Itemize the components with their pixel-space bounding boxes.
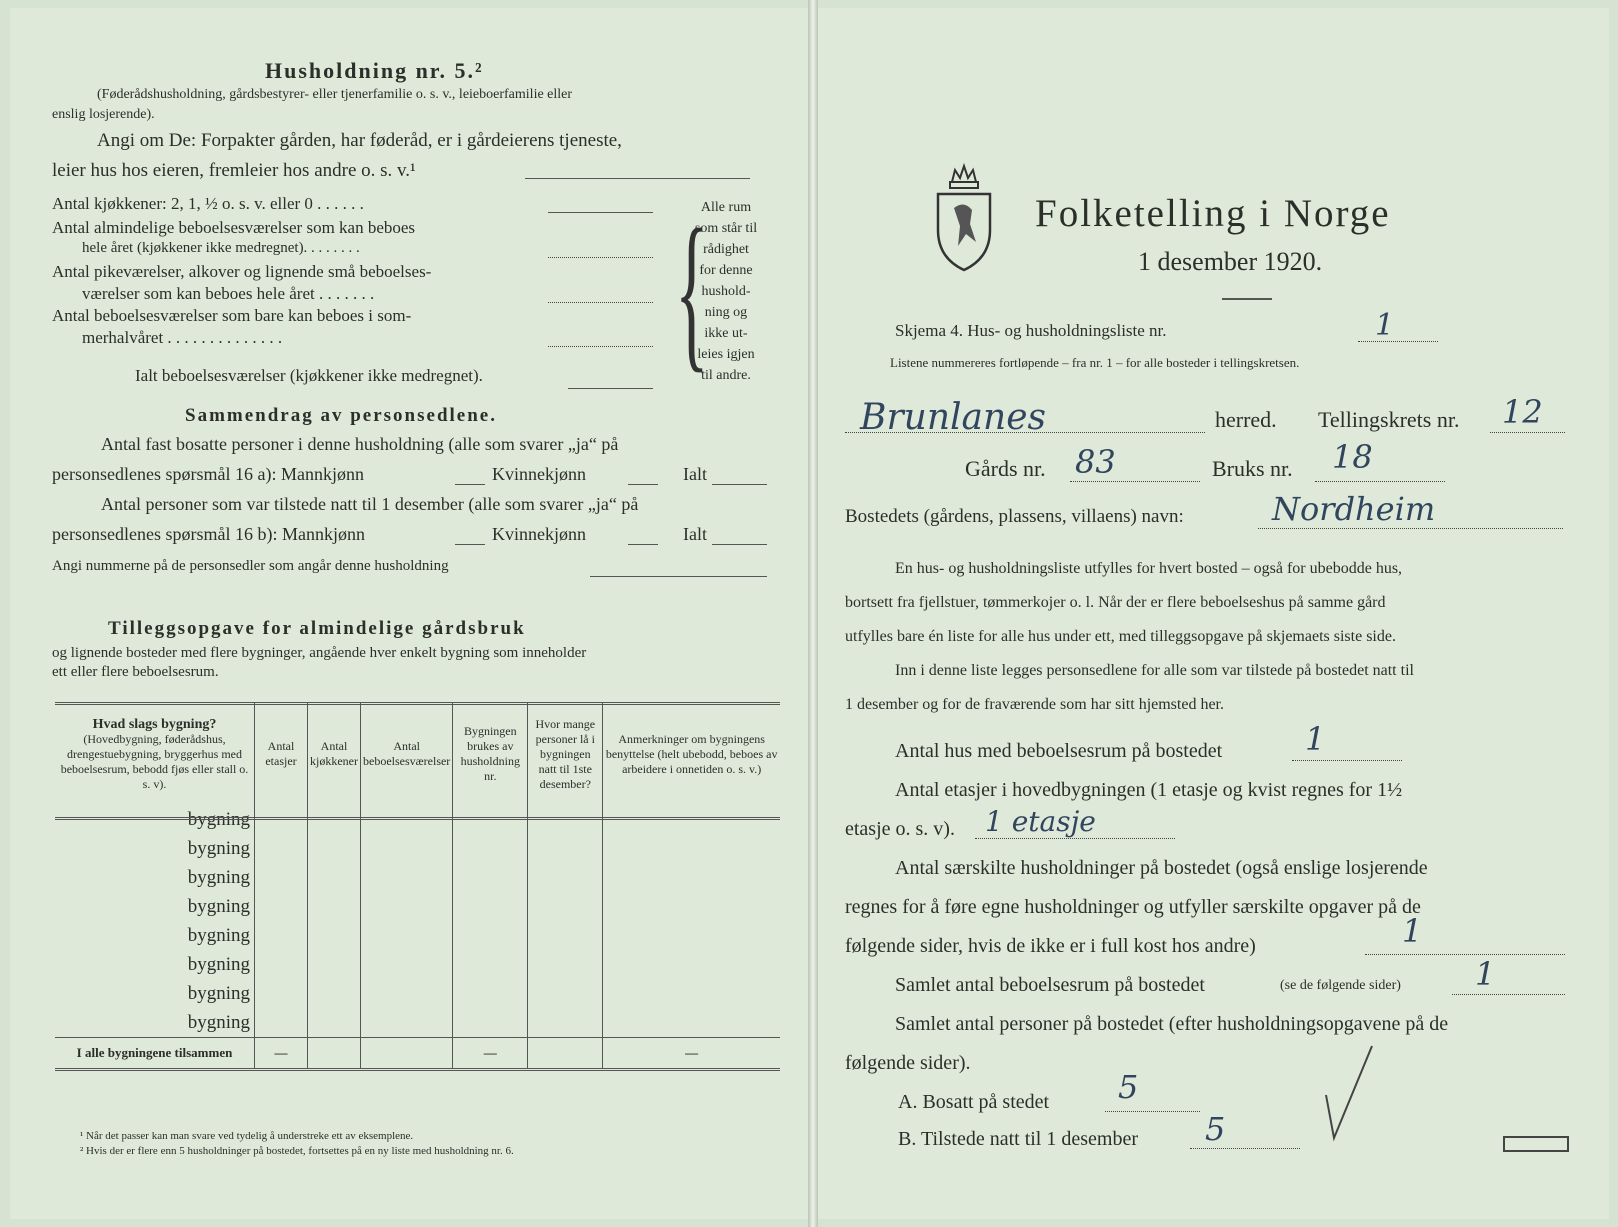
census-date: 1 desember 1920.: [1138, 247, 1323, 276]
present-female-label: Kvinnekjønn: [492, 524, 586, 544]
household-title: Husholdning nr. 5.²: [265, 58, 484, 83]
table-row: [55, 921, 780, 950]
header-persons: Hvor mange personer lå i bygningen natt til 1ste desember?: [528, 703, 603, 805]
side-note: [686, 197, 766, 386]
header-remarks: Anmerkninger om bygningens benyttelse (helt ubebodd, beboes av arbeidere i onnetiden o. s. v.): [603, 703, 780, 805]
floors-answer-line: [975, 838, 1175, 839]
numbering-note: Listene nummereres fortløpende – fra nr. 1 – for alle bosteder i tellingskretsen.: [890, 355, 1300, 370]
total-label-cell: I alle bygningene tilsammen: [55, 1038, 255, 1070]
header-household-no: Bygningen brukes av husholdning nr.: [453, 703, 528, 805]
instruction-1: En hus- og husholdningsliste utfylles for hvert bosted – også for ubebodde hus,: [895, 560, 1403, 577]
title-divider: [1222, 298, 1272, 300]
floors-value: 1 etasje: [985, 805, 1096, 838]
instruction-3: utfylles bare én liste for alle hus under ett, med tilleggsopgave på skjemaets siste side.: [845, 628, 1396, 645]
norway-coat-of-arms-icon: [930, 160, 998, 276]
table-cell: [308, 921, 361, 950]
herred-value: Brunlanes: [860, 397, 1046, 438]
maid-rooms-label: Antal pikeværelser, alkover og lignende små beboelses-: [52, 262, 432, 281]
table-cell: [308, 834, 361, 863]
maid-rooms-answer-line: [548, 302, 653, 303]
gards-answer-line: [1070, 481, 1200, 482]
resident-total-line: [712, 484, 767, 485]
present-answer-line: [1190, 1148, 1300, 1149]
table-cell: [603, 892, 780, 921]
table-cell: [528, 950, 603, 979]
bosted-value: Nordheim: [1272, 490, 1436, 528]
table-cell: [453, 1008, 528, 1038]
schema-label: Skjema 4. Hus- og husholdningsliste nr.: [895, 321, 1167, 340]
table-cell: [361, 1008, 453, 1038]
tellingskrets-answer-line: [1490, 432, 1565, 433]
side-note-line: rådighet: [703, 242, 749, 257]
table-cell: [255, 979, 308, 1008]
building-label-cell: bygning: [187, 808, 250, 830]
floors-label-2: etasje o. s. v).: [845, 818, 955, 840]
bruks-label: Bruks nr.: [1212, 456, 1293, 481]
table-cell: [528, 834, 603, 863]
floors-label: Antal etasjer i hovedbygningen (1 etasje og kvist regnes for 1½: [895, 779, 1403, 801]
rooms-label: Samlet antal beboelsesrum på bostedet: [895, 974, 1205, 996]
resident-male-line: [455, 484, 485, 485]
census-title: Folketelling i Norge: [1035, 192, 1391, 235]
resident-value: 5: [1118, 1068, 1139, 1106]
building-label-cell: bygning: [187, 982, 250, 1004]
building-table: [55, 703, 780, 1071]
total-cell: [308, 1038, 361, 1070]
summary-resident: Antal fast bosatte personer i denne husholdning (alle som svarer „ja“ på: [101, 434, 619, 454]
total-rooms-label: Ialt beboelsesværelser (kjøkkener ikke medregnet).: [135, 366, 483, 385]
table-cell: [603, 1008, 780, 1038]
present-total-line: [712, 544, 767, 545]
table-cell: [453, 950, 528, 979]
houses-value: 1: [1305, 720, 1326, 758]
footnote-1: ¹ Når det passer kan man svare ved tydelig å understreke ett av eksemplene.: [80, 1130, 414, 1142]
total-dash-cell: —: [603, 1038, 780, 1070]
rooms-year-label-2: hele året (kjøkkener ikke medregnet). . . . . . . .: [82, 240, 360, 256]
total-dash-cell: —: [453, 1038, 528, 1070]
supplement-text-2: ett eller flere beboelsesrum.: [52, 664, 219, 680]
header-floors: Antal etasjer: [255, 703, 308, 805]
houses-label: Antal hus med beboelsesrum på bostedet: [895, 740, 1223, 762]
side-note-line: hushold-: [701, 284, 751, 299]
side-note-line: ning og: [704, 305, 748, 320]
table-row: [55, 863, 780, 892]
side-note-line: leies igjen: [697, 347, 755, 362]
header-rooms: Antal beboelsesværelser: [361, 703, 453, 805]
table-cell: [603, 863, 780, 892]
table-cell: [308, 892, 361, 921]
table-cell: [308, 979, 361, 1008]
building-label-cell: bygning: [187, 953, 250, 975]
printer-stamp: [1503, 1136, 1569, 1152]
table-cell: [453, 863, 528, 892]
side-note-line: til andre.: [701, 368, 751, 383]
table-cell: [528, 921, 603, 950]
rooms-value: 1: [1475, 955, 1496, 993]
summer-rooms-answer-line: [548, 346, 653, 347]
summary-present-2: personsedlenes spørsmål 16 b): Mannkjønn: [52, 524, 365, 544]
maid-rooms-label-2: værelser som kan beboes hele året . . . . . . .: [82, 284, 375, 303]
households-label: Antal særskilte husholdninger på bostedet (også enslige losjerende: [895, 857, 1428, 879]
table-total-row: [55, 1038, 780, 1070]
resident-answer-line: [1105, 1111, 1200, 1112]
resident-female-line: [628, 484, 658, 485]
table-cell: [255, 950, 308, 979]
table-row: [55, 1008, 780, 1038]
building-label-cell: bygning: [187, 837, 250, 859]
households-label-2: regnes for å føre egne husholdninger og utfyller særskilte opgaver på de: [845, 896, 1421, 918]
table-cell: [308, 1008, 361, 1038]
building-label-cell: bygning: [187, 924, 250, 946]
kitchens-answer-line: [548, 212, 653, 213]
table-cell: [453, 921, 528, 950]
households-answer-line: [1365, 954, 1565, 955]
side-note-line: for denne: [699, 263, 753, 278]
summer-rooms-label: Antal beboelsesværelser som bare kan beboes i som-: [52, 306, 412, 325]
rooms-answer-line: [1452, 994, 1565, 995]
side-note-line: Alle rum: [700, 200, 752, 215]
header-kitchens: Antal kjøkkener: [308, 703, 361, 805]
table-cell: [255, 892, 308, 921]
brace-symbol: {: [675, 193, 709, 387]
instruction-5: 1 desember og for de fraværende som har sitt hjemsted her.: [845, 696, 1224, 713]
numbers-answer-line: [590, 576, 767, 577]
tenure-question-2: leier hus hos eieren, fremleier hos andre o. s. v.¹: [52, 160, 416, 181]
present-label: B. Tilstede natt til 1 desember: [898, 1128, 1138, 1150]
summary-resident-2: personsedlenes spørsmål 16 a): Mannkjønn: [52, 464, 364, 484]
table-cell: [603, 834, 780, 863]
table-row: [55, 979, 780, 1008]
total-rooms-answer-line: [568, 388, 653, 389]
instruction-2: bortsett fra fjellstuer, tømmerkojer o. l. Når der er flere beboelseshus på samme gård: [845, 594, 1386, 611]
table-cell: [528, 892, 603, 921]
page-fold: [808, 0, 818, 1227]
bosted-label: Bostedets (gårdens, plassens, villaens) navn:: [845, 506, 1184, 527]
table-cell: [255, 921, 308, 950]
table-cell: [308, 863, 361, 892]
resident-total-label: Ialt: [683, 464, 707, 484]
summary-present: Antal personer som var tilstede natt til 1 desember (alle som svarer „ja“ på: [101, 494, 639, 514]
gards-label: Gårds nr.: [965, 456, 1046, 481]
checkmark-icon: [1320, 1040, 1380, 1145]
table-cell: [528, 979, 603, 1008]
header-building-type: Hvad slags bygning? (Hovedbygning, føderådshus, drengestuebygning, bryggerhus med beboelsesrum, bebodd fjøs eller stall o. s. v).: [60, 716, 249, 791]
total-cell: [361, 1038, 453, 1070]
persons-label: Samlet antal personer på bostedet (efter husholdningsopgavene på de: [895, 1013, 1449, 1035]
table-cell: [255, 834, 308, 863]
table-cell: [528, 863, 603, 892]
table-cell: [308, 950, 361, 979]
tenure-question: Angi om De: Forpakter gården, har føderåd, er i gårdeierens tjeneste,: [97, 130, 622, 151]
side-note-line: ikke ut-: [704, 326, 748, 341]
building-label-cell: bygning: [187, 866, 250, 888]
tellingskrets-label: Tellingskrets nr.: [1318, 407, 1460, 432]
footnote-2: ² Hvis der er flere enn 5 husholdninger på bostedet, fortsettes på en ny liste med husholdning nr. 6.: [80, 1145, 514, 1157]
building-label-cell: bygning: [187, 1011, 250, 1033]
table-row: [55, 834, 780, 863]
tellingskrets-value: 12: [1502, 393, 1543, 431]
gards-value: 83: [1075, 443, 1116, 481]
households-value: 1: [1402, 912, 1423, 950]
resident-label: A. Bosatt på stedet: [898, 1091, 1050, 1113]
household-note: (Føderådshusholdning, gårdsbestyrer- eller tjenerfamilie o. s. v., leieboerfamilie eller: [97, 87, 573, 102]
table-cell: [255, 1008, 308, 1038]
present-total-label: Ialt: [683, 524, 707, 544]
table-cell: [361, 834, 453, 863]
table-cell: [603, 950, 780, 979]
table-cell: [453, 979, 528, 1008]
table-cell: [361, 921, 453, 950]
table-cell: [603, 979, 780, 1008]
table-header-row: [55, 703, 780, 805]
households-label-3: følgende sider, hvis de ikke er i full kost hos andre): [845, 935, 1256, 957]
total-dash-cell: —: [255, 1038, 308, 1070]
table-cell: [528, 1008, 603, 1038]
bosted-answer-line: [1258, 528, 1563, 529]
table-cell: [361, 863, 453, 892]
table-cell: [603, 921, 780, 950]
supplement-title: Tilleggsopgave for almindelige gårdsbruk: [108, 618, 526, 639]
supplement-text: og lignende bosteder med flere bygninger, angående hver enkelt bygning som inneholder: [52, 645, 587, 661]
side-note-line: som står til: [694, 221, 758, 236]
table-cell: [361, 950, 453, 979]
present-female-line: [628, 544, 658, 545]
persons-label-2: følgende sider).: [845, 1052, 971, 1074]
schema-value: 1: [1375, 308, 1395, 343]
schema-answer-line: [1358, 341, 1438, 342]
table-cell: [453, 892, 528, 921]
bruks-value: 18: [1332, 438, 1373, 476]
kitchens-label: Antal kjøkkener: 2, 1, ½ o. s. v. eller 0 . . . . . .: [52, 194, 364, 213]
tenure-answer-line: [525, 178, 750, 179]
present-male-line: [455, 544, 485, 545]
table-cell: [361, 892, 453, 921]
rooms-year-answer-line: [548, 257, 653, 258]
rooms-year-label: Antal almindelige beboelsesværelser som kan beboes: [52, 218, 416, 237]
table-row: [55, 892, 780, 921]
building-label-cell: bygning: [187, 895, 250, 917]
household-note-2: enslig losjerende).: [52, 107, 155, 122]
summer-rooms-label-2: merhalvåret . . . . . . . . . . . . . .: [82, 328, 283, 347]
present-value: 5: [1205, 1110, 1226, 1148]
bruks-answer-line: [1315, 481, 1445, 482]
total-cell: [528, 1038, 603, 1070]
table-cell: [255, 863, 308, 892]
table-row: [55, 950, 780, 979]
numbers-question: Angi nummerne på de personsedler som angår denne husholdning: [52, 558, 449, 574]
rooms-note: (se de følgende sider): [1280, 978, 1401, 993]
herred-answer-line: [845, 432, 1205, 433]
instruction-4: Inn i denne liste legges personsedlene for alle som var tilstede på bostedet natt til: [895, 662, 1414, 679]
table-cell: [453, 834, 528, 863]
summary-title: Sammendrag av personsedlene.: [185, 405, 497, 426]
houses-answer-line: [1292, 760, 1402, 761]
table-cell: [361, 979, 453, 1008]
herred-label: herred.: [1215, 407, 1277, 432]
table-header-rule: [55, 817, 780, 820]
resident-female-label: Kvinnekjønn: [492, 464, 586, 484]
